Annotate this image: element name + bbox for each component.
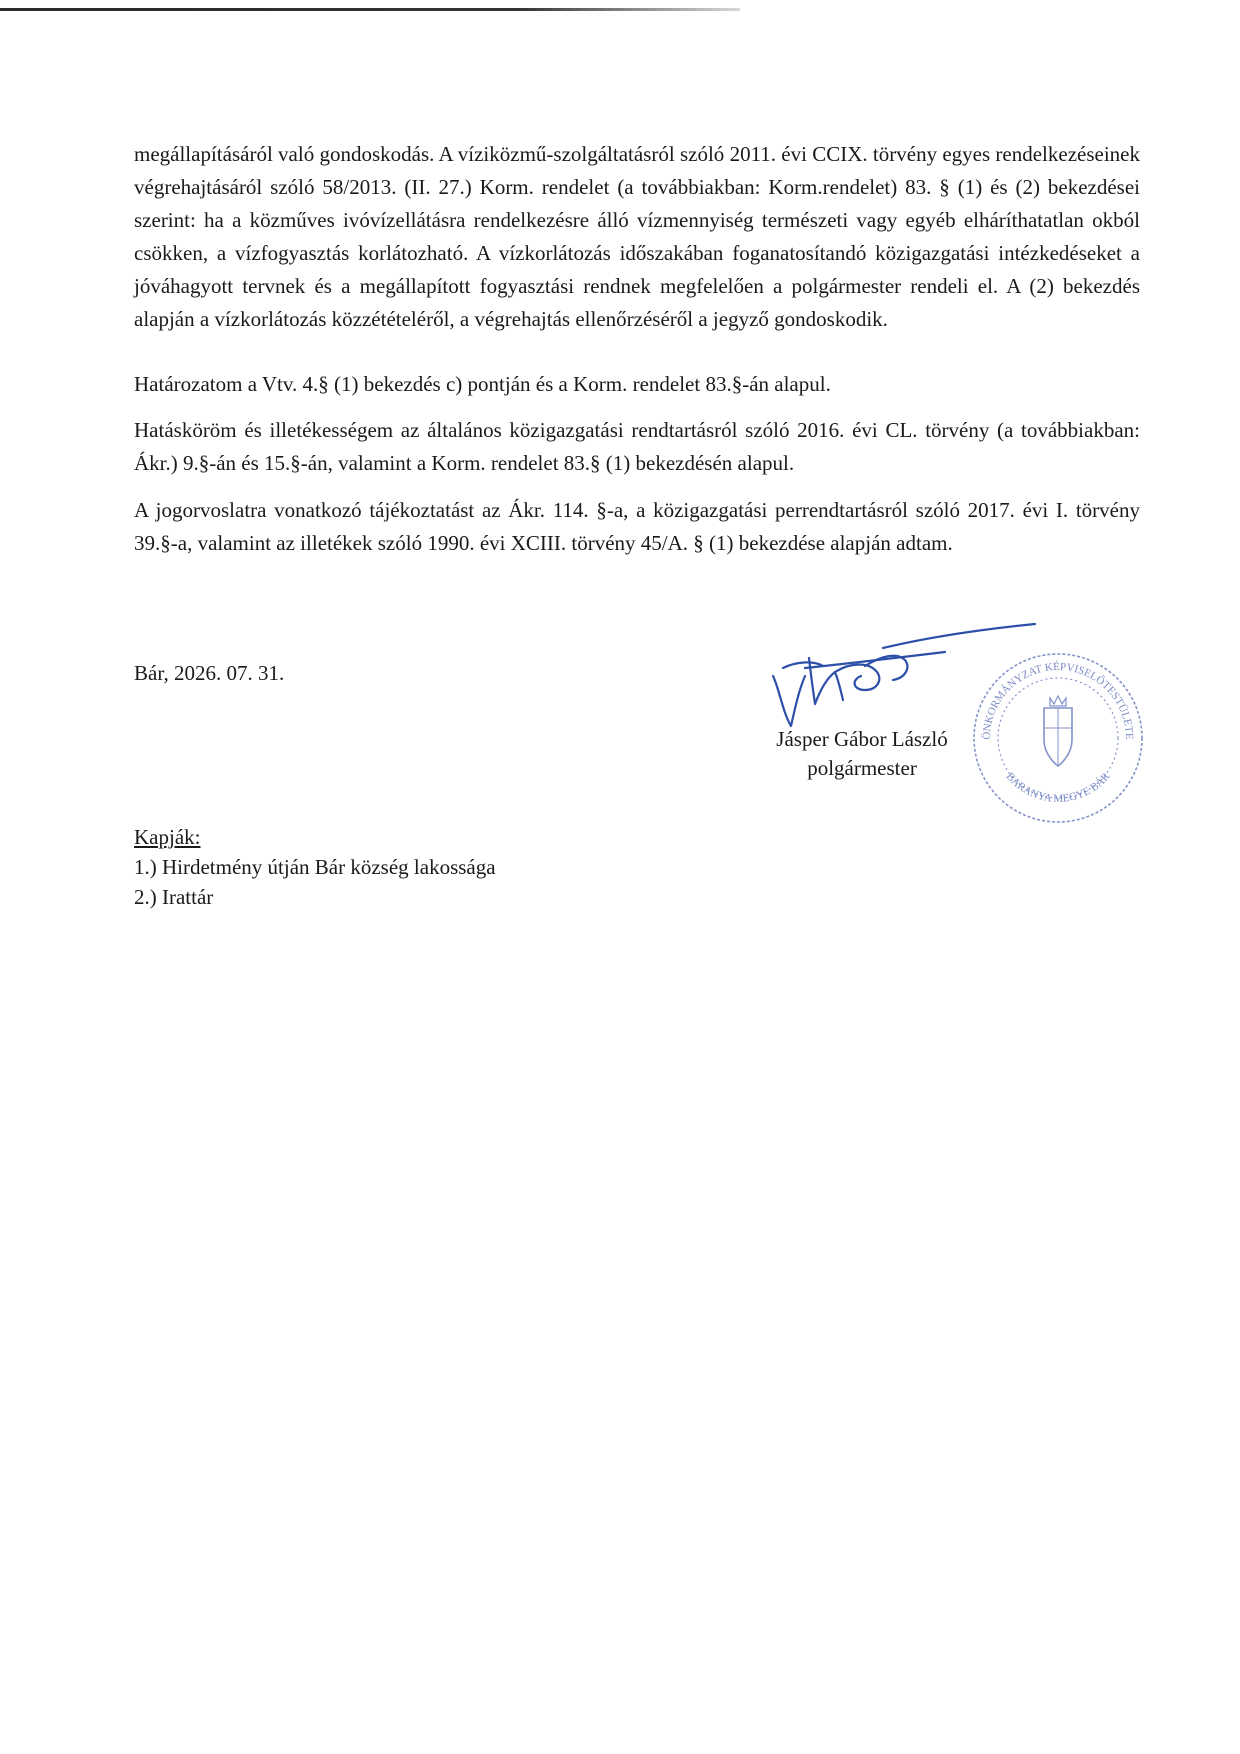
paragraph-competence: Hatásköröm és illetékességem az általános közigazgatási rendtartásról szóló 2016. évi CL. törvény (a továbbiakban: Ákr.) 9.§-án és 15.§-án, valamint a Korm. rendelet 83.§ (1) bekezdésén alapul. xyxy=(134,418,1140,475)
recipient-item: 1.) Hirdetmény útján Bár község lakossága xyxy=(134,855,496,879)
svg-text:BARANYA MEGYE BÁR xyxy=(1004,770,1113,805)
seal-text-bottom: BARANYA MEGYE BÁR xyxy=(1003,770,1113,805)
paragraph-legal-basis: megállapításáról való gondoskodás. A víziközmű-szolgáltatásról szóló 2011. évi CCIX. törvény egyes rendelkezéseinek végrehajtásáról szóló 58/2013. (II. 27.) Korm. rendelet (a továbbiakban: Korm.rendelet) 83. § (1) és (2) bekezdései szerint: ha a közműves ivóvízellátásra rendelkezésre álló vízmennyiség természeti vagy egyéb elháríthatatlan okból csökken, a vízfogyasztás korlátozható. A vízkorlátozás időszakában foganatosítandó közigazgatási intézkedéseket a jóváhagyott tervnek és a megállapított fogyasztási rendnek megfelelően a polgármester rendeli el. A (2) bekezdés alapján a vízkorlátozás közzétételéről, a végrehajtás ellenőrzéséről a jegyző gondoskodik. xyxy=(134,142,1140,331)
signer-title: polgármester xyxy=(807,756,917,780)
paragraph-decision-basis: Határozatom a Vtv. 4.§ (1) bekezdés c) pontján és a Korm. rendelet 83.§-án alapul. xyxy=(134,372,831,396)
official-seal xyxy=(968,648,1148,828)
recipient-item: 2.) Irattár xyxy=(134,885,214,909)
top-rule xyxy=(0,8,740,11)
seal-text-top: ÖNKORMÁNYZAT KÉPVISELŐTESTÜLETE xyxy=(980,660,1136,740)
signer-name: Jásper Gábor László xyxy=(776,727,948,751)
paragraph-legal-remedy: A jogorvoslatra vonatkozó tájékoztatást az Ákr. 114. §-a, a közigazgatási perrendtartásról szóló 2017. évi I. törvény 39.§-a, valamint az illetékek szóló 1990. évi XCIII. törvény 45/A. § (1) bekezdése alapján adtam. xyxy=(134,498,1140,555)
recipients-block xyxy=(134,822,496,912)
recipients-heading: Kapják: xyxy=(134,825,201,849)
signer-block xyxy=(742,725,982,783)
date-line: Bár, 2026. 07. 31. xyxy=(134,661,285,685)
